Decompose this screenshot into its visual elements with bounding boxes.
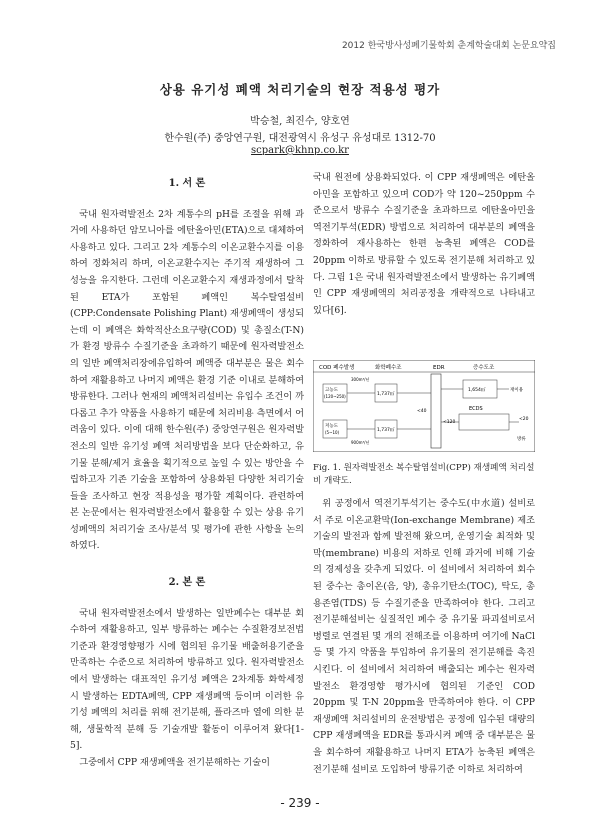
vol-3: 1,654㎥	[468, 388, 486, 393]
ecds-unit	[459, 414, 509, 430]
page-number: - 239 -	[280, 796, 320, 810]
vol-2: 1,737㎥	[377, 428, 395, 433]
right-column-top	[313, 170, 535, 319]
label-high-range: (120~250)	[324, 394, 346, 399]
section-1-heading: 1. 서 론	[168, 178, 206, 189]
discharge-label: 방류	[517, 437, 526, 442]
lt-120: <120	[443, 420, 456, 425]
figure-1	[313, 360, 535, 452]
left-column	[70, 170, 304, 772]
flow-1: 300m³/년	[351, 377, 370, 382]
email-link[interactable]: scpark@khnp.co.kr	[251, 145, 349, 156]
lt-20: <20	[519, 417, 529, 422]
label-conc: 증수도조	[473, 365, 495, 371]
label-chem: 화학폐수조	[375, 365, 402, 371]
edr-unit	[431, 374, 441, 448]
section-1-paragraph: 국내 원자력발전소 2차 계통수의 pH를 조절을 위해 과거에 사용하던 암모니아를 에탄올아민(ETA)으로 대체하여 사용하고 있다. 그리고 2차 계통수의 이온교환수지를 이용하여 정화처리 하며, 이온교환수지는 주기적 재생하여 그 성능을 유지한다. 그런데 이온교환수지 재생과정에서 탈착된 ETA가 포함된 폐액인 복수탈염설비(CPP:Condensate Polishing Plant) 재생폐액이 생성되는데 이 폐액은 화학적산소요구량(COD) 및 총질소(T-N)가 환경 방류수 수질기준을 초과하기 때문에 원자력발전소의 일반 폐액처리장에유입하여 폐액증 대부분은 물은 회수하여 재활용하고 나머지 폐액은 환경 기준 이내로 분해하여 방류한다. 그러나 현재의 폐액처리설비는 유입수 조건이 까다롭고 추가 약품을 사용하기 때문에 처리비용 측면에서 어려움이 있다. 이에 대해 한수원(주) 중앙연구원은 원자력발전소의 일반 유기성 폐액 처리방법을 보다 단순화하고, 유기물 분해/제거 효율을 획기적으로 높일 수 있는 방안을 수립하고자 기존 기술을 포함하여 상용화된 다양한 처리기술들을 조사하고 현장 적용성을 평가할 계획이다. 관련하여 본 논문에서는 원자력발전소에서 활용할 수 있는 상용 유기성폐액의 처리기술 조사/분석 및 평가에 관한 사항을 논의하였다.	[70, 208, 304, 552]
section-2-heading: 2. 본 론	[168, 577, 206, 589]
authors: 박승철, 최진수, 양호연	[250, 116, 350, 127]
paper-title: 상용 유기성 폐액 처리기술의 현장 적용성 평가	[159, 82, 441, 97]
right-column-bottom	[313, 496, 535, 778]
reuse-label: 재이용	[510, 388, 524, 393]
ecds-label: ECDS	[469, 406, 483, 412]
low-conc-box	[323, 420, 347, 438]
affiliation: 한수원(주) 중앙연구원, 대전광역시 유성구 유성대로 1312-70	[164, 133, 436, 144]
label-low-range: (5~10)	[325, 430, 340, 435]
label-low: 저농도	[325, 424, 339, 429]
label-cod: COD 폐수발생	[319, 365, 355, 371]
continued-paragraph: 국내 원전에 상용화되었다. 이 CPP 재생폐액은 에탄올아민을 포함하고 있으며 COD가 약 120~250ppm 수준으로서 방류수 수질기준을 초과하므로 에탄올아민을 역전기투석(EDR) 방법으로 처리하여 대부분의 폐액을 정화하여 재사용하는 한편 농축된 폐액은 COD를 20ppm 이하로 방류할 수 있도록 전기분해 처리하고 있다. 그림 1은 국내 원자력발전소에서 발생하는 유기폐액인 CPP 재생폐액의 처리공정을 개략적으로 나타내고 있다[6].	[313, 172, 535, 316]
section-2-paragraph: 그중에서 CPP 재생폐액을 전기분해하는 기술이	[79, 757, 271, 768]
right-paragraph: 위 공정에서 역전기투석기는 중수도(中水道) 설비로서 주로 이온교환막(Ion-exchange Membrane) 제조기술의 발전과 함께 발전해 왔으며, 운영기술 최적화 및 막(membrane) 비용의 저하로 인해 과거에 비해 기술의 경제성을 갖추게 되었다. 이 설비에서 처리하여 회수된 중수는 총이온(음, 양), 총유기탄소(TOC), 탁도, 총용존염(TDS) 등 수질기준을 만족하여야 한다. 그리고 전기분해설비는 실질적인 폐수 중 유기물 파괴설비로서 병렬로 연결된 몇 개의 전해조를 이용하며 여기에 NaCl 등 몇 가지 약품을 투입하여 유기물의 전기분해를 촉진시킨다. 이 설비에서 처리하여 배출되는 폐수는 원자력발전소 환경영향 평가시에 협의된 기준인 COD 20ppm 및 T-N 20ppm을 만족하여야 한다. 이 CPP 재생폐액 처리설비의 운전방법은 공정에 입수된 대량의 CPP 재생폐액을 EDR를 통과시켜 폐액 중 대부분은 물을 회수하여 재활용하고 나머지 ETA가 농축된 폐액은 전기분해 설비로 도입하여 방류기준 이하로 처리하여	[313, 498, 535, 775]
high-conc-box	[323, 384, 347, 402]
flow-2: 900m³/년	[351, 440, 370, 445]
running-header: 2012 한국방사성폐기물학회 춘계학술대회 논문요약집	[341, 41, 556, 51]
figure-caption: Fig. 1. 원자력발전소 복수탈염설비(CPP) 재생폐액 처리설비 개략도.	[313, 463, 535, 486]
label-high: 고농도	[325, 388, 339, 393]
lt-40: <40	[417, 409, 427, 414]
process-diagram	[313, 360, 535, 452]
label-edr: EDR	[433, 365, 445, 371]
vol-1: 1,737㎥	[377, 392, 395, 397]
section-2-paragraph: 국내 원자력발전소에서 발생하는 일반폐수는 대부분 회수하여 재활용하고, 일부 방류하는 폐수는 수질환경보전법 기준과 환경영향평가 시에 협의된 유기물 배출허용기준을 만족하는 수준으로 처리하여 방류하고 있다. 원자력발전소에서 발생하는 대표적인 유기성 폐액은 2차계통 화학세정시 발생하는 EDTA폐액, CPP 재생폐액 등이며 이러한 유기성 폐액의 처리를 위해 전기분해, 플라즈마 열에 의한 분해, 생물학적 분해 등 기술개발 활동이 이루어져 왔다[1-5].	[70, 607, 304, 752]
